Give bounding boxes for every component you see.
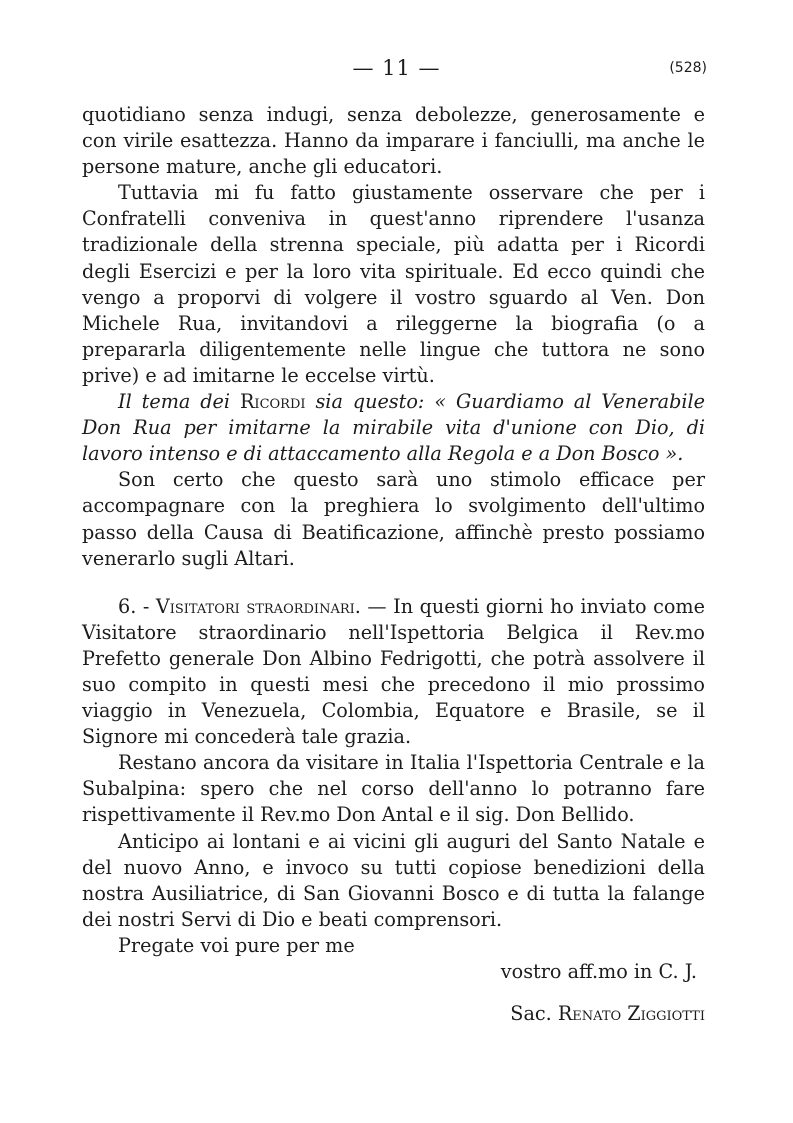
signature xyxy=(82,1001,705,1027)
paragraph-3 xyxy=(82,389,705,467)
signature-title: Sac. xyxy=(510,1002,558,1026)
paragraph-5-body: — In questi giorni ho inviato come Visitatore straordinario nell'Ispettoria Belgica il Rev.mo Prefetto generale Don Albino Fedrigotti, che potrà assolvere il suo compito in questi mesi che precedono il mio prossimo viaggio in Venezuela, Colombia, Equatore e Brasile, se il Signore mi concederà tale grazia. xyxy=(82,594,705,749)
salutation: vostro aff.mo in C. J. xyxy=(500,960,697,983)
paragraph-2: Tuttavia mi fu fatto giustamente osservare che per i Confratelli conveniva in quest'anno riprendere l'usanza tradizionale della strenna speciale, più adatta per i Ricordi degli Esercizi e per la loro vita spirituale. Ed ecco quindi che vengo a proporvi di volgere il vostro sguardo al Ven. Don Michele Rua, invitandovi a rileggerne la biografia (o a prepararla diligentemente nelle lingue che tuttora ne sono prive) e ad imitarne le eccelse virtù. xyxy=(82,181,705,387)
letter-body xyxy=(82,102,705,1027)
page-reference: (528) xyxy=(669,60,707,76)
ricordi-term: Ricordi xyxy=(239,390,306,414)
paragraph-3-middle: sia questo: xyxy=(305,390,435,414)
paragraph-5 xyxy=(82,594,705,751)
ricordi-quote: « Guardiamo al Venerabile Don Rua per imitarne la mirabile vita d'unione con Dio, di lavoro intenso e di attaccamento alla Regola e a Don Bosco ». xyxy=(82,390,705,466)
signature-name: Renato Ziggiotti xyxy=(557,1002,705,1026)
paragraph-7: Anticipo ai lontani e ai vicini gli auguri del Santo Natale e del nuovo Anno, e invoco su tutti copiose benedizioni della nostra Ausiliatrice, di San Giovanni Bosco e di tutta la falange dei nostri Servi di Dio e beati comprensori. xyxy=(82,829,705,931)
closing-request: Pregate voi pure per me xyxy=(118,933,355,957)
section-heading: Visitatori straordinari. xyxy=(155,594,361,618)
paragraph-6: Restano ancora da visitare in Italia l'Ispettoria Centrale e la Subalpina: spero che nel corso dell'anno lo potranno fare rispettivamente il Rev.mo Don Antal e il sig. Don Bellido. xyxy=(82,751,705,827)
paragraph-4: Son certo che questo sarà uno stimolo efficace per accompagnare con la preghiera lo svolgimento dell'ultimo passo della Causa di Beatificazione, affinchè presto possiamo venerarlo sugli Altari. xyxy=(82,468,705,570)
page-number: — 11 — xyxy=(352,56,441,80)
paragraph-3-prefix: Il tema dei xyxy=(118,390,240,414)
section-number: 6. - xyxy=(118,594,156,618)
paragraph-1: quotidiano senza indugi, senza debolezze, generosamente e con virile esattezza. Hanno da imparare i fanciulli, ma anche le persone mature, anche gli educatori. xyxy=(82,103,705,179)
